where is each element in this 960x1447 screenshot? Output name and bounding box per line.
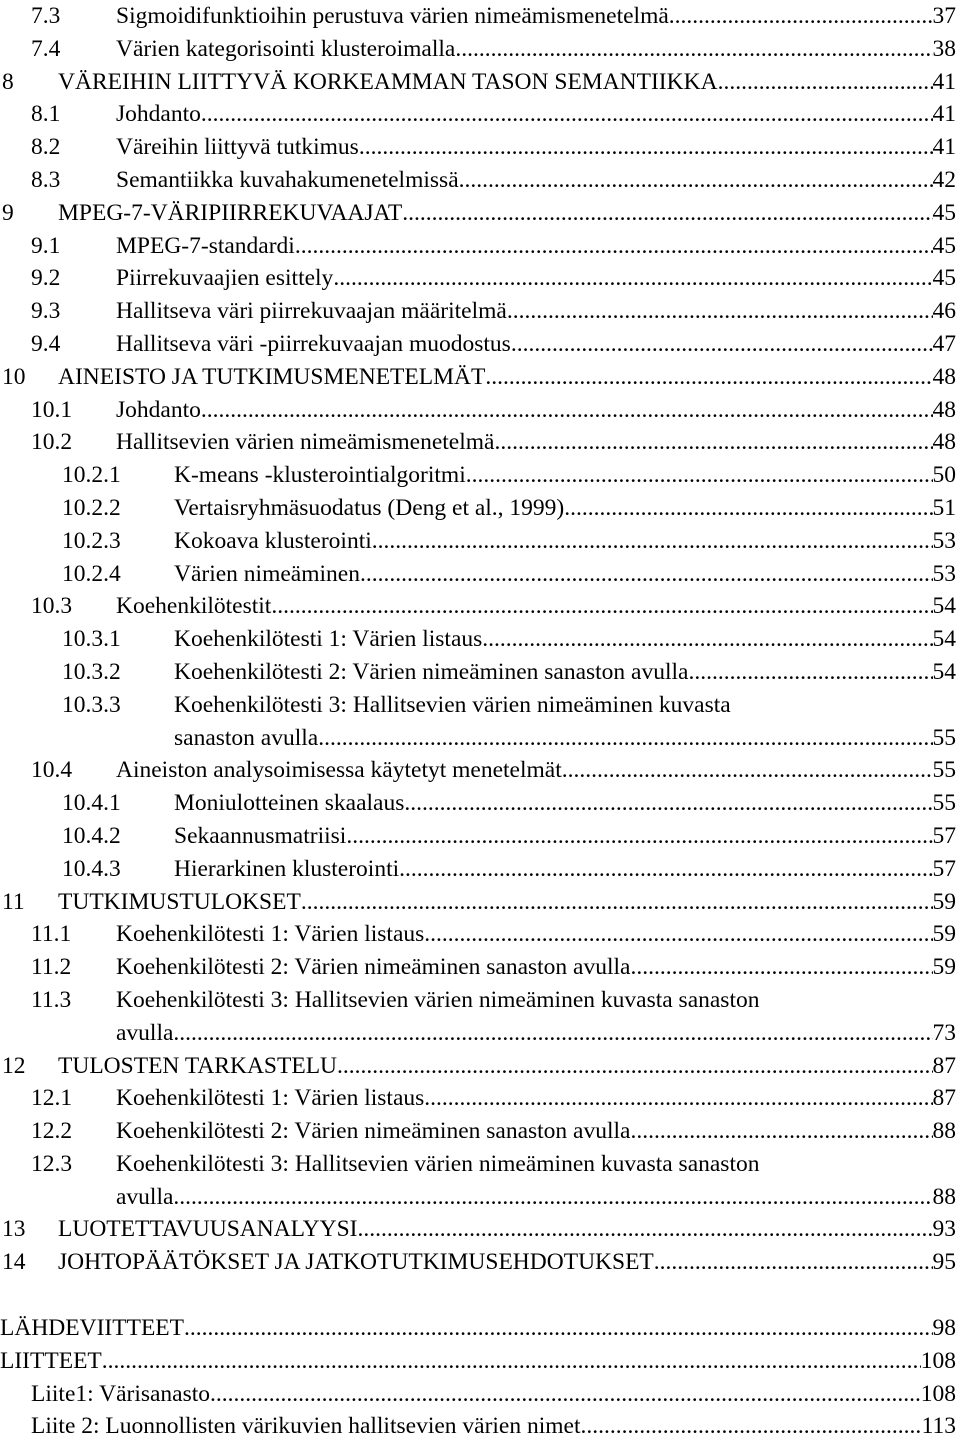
dot-leader [337, 1050, 932, 1083]
toc-entry-number: 8.3 [31, 166, 61, 193]
toc-entry-number: 10.4 [31, 757, 73, 784]
toc-entry-page: 48 [932, 396, 956, 423]
toc-entry-number: 10.2.2 [62, 494, 121, 521]
toc-entry-number: 9.1 [31, 232, 61, 259]
toc-entry-number: 8 [2, 68, 14, 95]
toc-entry[interactable] [0, 525, 956, 558]
dot-leader [718, 66, 933, 99]
toc-entry-number: 10.3 [31, 593, 73, 620]
toc-entry-title: Hallitseva väri piirrekuvaajan määritelmä [116, 298, 507, 325]
toc-entry-page: 55 [932, 790, 956, 817]
toc-entry[interactable] [0, 1017, 956, 1050]
toc-entry-page: 108 [920, 1347, 956, 1374]
toc-entry-title: sanaston avulla [174, 724, 319, 751]
toc-entry-title: Johdanto [116, 101, 201, 128]
toc-entry-title: Koehenkilötesti 2: Värien nimeäminen sanaston avulla [116, 1118, 631, 1145]
toc-entry-title: Koehenkilötesti 2: Värien nimeäminen sanaston avulla [116, 954, 631, 981]
toc-entry-page: 54 [932, 626, 956, 653]
dot-leader [399, 853, 932, 886]
toc-entry-page: 45 [932, 265, 956, 292]
toc-entry-page: 45 [932, 232, 956, 259]
dot-leader [507, 295, 933, 328]
toc-entry-number: 7.3 [31, 3, 61, 29]
toc-entry-number: 12.1 [31, 1085, 73, 1112]
toc-entry-title: MPEG-7-standardi [116, 232, 295, 259]
toc-entry[interactable] [0, 820, 956, 853]
toc-entry[interactable] [0, 1378, 956, 1411]
toc-entry-title: Liite1: Värisanasto [31, 1380, 211, 1407]
toc-entry[interactable] [0, 951, 956, 984]
toc-entry-page: 113 [921, 1413, 956, 1440]
toc-entry[interactable] [0, 1410, 956, 1443]
dot-leader [173, 1181, 932, 1214]
toc-entry-title: Sekaannusmatriisi [174, 822, 347, 849]
toc-entry-page: 54 [932, 658, 956, 685]
toc-entry-page: 41 [932, 101, 956, 128]
dot-leader [455, 33, 932, 66]
toc-entry-title: avulla [116, 1183, 174, 1210]
toc-entry-title: JOHTOPÄÄTÖKSET JA JATKOTUTKIMUSEHDOTUKSET [58, 1249, 654, 1276]
toc-entry-page: 87 [932, 1085, 956, 1112]
toc-entry[interactable] [0, 361, 956, 394]
toc-entry-number: 8.1 [31, 101, 61, 128]
toc-entry-number: 11.1 [31, 921, 72, 948]
toc-entry-number: 13 [2, 1216, 26, 1243]
toc-entry-number: 10.3.3 [62, 691, 121, 718]
toc-entry-page: 48 [932, 429, 956, 456]
toc-entry-title: VÄREIHIN LIITTYVÄ KORKEAMMAN TASON SEMANTIIKKA [58, 68, 718, 95]
toc-entry[interactable] [0, 131, 956, 164]
dot-leader [301, 886, 933, 919]
toc-entry-page: 46 [932, 298, 956, 325]
toc-entry[interactable] [0, 164, 956, 197]
toc-entry-title: Hierarkinen klusterointi [174, 855, 400, 882]
toc-entry-number: 10.2.3 [62, 527, 121, 554]
toc-entry-page: 88 [932, 1118, 956, 1145]
dot-leader [201, 394, 933, 427]
toc-entry[interactable] [0, 1345, 956, 1378]
toc-entry-page: 41 [932, 68, 956, 95]
toc-entry[interactable] [0, 230, 956, 263]
toc-entry[interactable] [0, 1148, 956, 1181]
toc-entry[interactable] [0, 1181, 956, 1214]
toc-entry-page: 57 [932, 855, 956, 882]
toc-entry-title: TUTKIMUSTULOKSET [58, 888, 301, 915]
dot-leader [210, 1378, 921, 1411]
dot-leader [564, 492, 932, 525]
toc-entry-page: 42 [932, 166, 956, 193]
toc-entry[interactable] [0, 1213, 956, 1246]
toc-entry-number: 10.1 [31, 396, 73, 423]
dot-leader [511, 328, 933, 361]
toc-entry-number: 9 [2, 199, 14, 226]
dot-leader [581, 1410, 922, 1443]
toc-entry-number: 11.2 [31, 954, 72, 981]
toc-entry-title: Koehenkilötesti 3: Hallitsevien värien nimeäminen kuvasta sanaston [116, 1150, 760, 1177]
toc-entry-title: Koehenkilötesti 2: Värien nimeäminen sanaston avulla [174, 658, 689, 685]
toc-entry[interactable] [0, 426, 956, 459]
toc-entry-number: 10.2 [31, 429, 73, 456]
toc-entry-page: 41 [932, 134, 956, 161]
toc-entry[interactable] [0, 590, 956, 623]
toc-entry-title: Koehenkilötesti 1: Värien listaus [116, 1085, 425, 1112]
toc-entry[interactable] [0, 262, 956, 295]
toc-entry-title: Koehenkilötestit [116, 593, 272, 620]
toc-entry-page: 98 [932, 1315, 956, 1342]
dot-leader [402, 197, 932, 230]
toc-entry-title: Koehenkilötesti 3: Hallitsevien värien nimeäminen kuvasta sanaston [116, 986, 760, 1013]
dot-leader [562, 754, 933, 787]
toc-entry[interactable] [0, 197, 956, 230]
toc-entry-page: 37 [932, 3, 956, 29]
toc-entry-page: 45 [932, 199, 956, 226]
dot-leader [459, 164, 933, 197]
toc-entry-page: 53 [932, 560, 956, 587]
dot-leader [424, 918, 932, 951]
dot-leader [494, 426, 932, 459]
dot-leader [630, 1115, 932, 1148]
toc-entry-number: 8.2 [31, 134, 61, 161]
dot-leader [404, 787, 932, 820]
toc-entry[interactable] [0, 918, 956, 951]
dot-leader [466, 459, 933, 492]
toc-entry-number: 9.2 [31, 265, 61, 292]
toc-entry-number: 10.4.3 [62, 855, 121, 882]
toc-entry[interactable] [0, 66, 956, 99]
toc-entry-title: Kokoava klusterointi [174, 527, 372, 554]
dot-leader [318, 722, 932, 755]
toc-entry-page: 54 [932, 593, 956, 620]
toc-entry[interactable] [0, 853, 956, 886]
dot-leader [630, 951, 932, 984]
toc-entry-number: 11 [2, 888, 25, 915]
dot-leader [485, 361, 932, 394]
toc-entry[interactable] [0, 459, 956, 492]
toc-entry-number: 10.2.1 [62, 462, 121, 489]
toc-entry[interactable] [0, 1312, 956, 1345]
toc-entry-title: LIITTEET [0, 1347, 102, 1374]
toc-entry-title: Hallitsevien värien nimeämismenetelmä [116, 429, 495, 456]
dot-leader [295, 230, 933, 263]
toc-entry[interactable] [0, 1082, 956, 1115]
toc-entry-title: Väreihin liittyvä tutkimus [116, 134, 359, 161]
dot-leader [184, 1312, 932, 1345]
toc-entry[interactable] [0, 33, 956, 66]
toc-entry-number: 12.3 [31, 1150, 73, 1177]
toc-entry-page: 88 [932, 1183, 956, 1210]
toc-entry[interactable] [0, 98, 956, 131]
toc-entry-title: Koehenkilötesti 1: Värien listaus [174, 626, 483, 653]
toc-entry[interactable] [0, 0, 956, 33]
toc-entry-number: 10.3.2 [62, 658, 121, 685]
toc-entry-title: Moniulotteinen skaalaus [174, 790, 405, 817]
toc-entry-title: LUOTETTAVUUSANALYYSI [58, 1216, 358, 1243]
toc-entry[interactable] [0, 558, 956, 591]
toc-entry-page: 53 [932, 527, 956, 554]
toc-entry-title: Koehenkilötesti 1: Värien listaus [116, 921, 425, 948]
section-spacer [0, 1279, 956, 1312]
toc-entry-page: 50 [932, 462, 956, 489]
dot-leader [359, 131, 933, 164]
toc-entry-title: Piirrekuvaajien esittely [116, 265, 334, 292]
toc-entry-number: 9.3 [31, 298, 61, 325]
toc-entry-page: 57 [932, 822, 956, 849]
toc-entry-number: 9.4 [31, 330, 61, 357]
toc-entry[interactable] [0, 1115, 956, 1148]
toc-entry[interactable] [0, 328, 956, 361]
toc-entry-title: Koehenkilötesti 3: Hallitsevien värien nimeäminen kuvasta [174, 691, 731, 718]
toc-entry[interactable] [0, 656, 956, 689]
dot-leader [201, 98, 933, 131]
toc-entry-page: 38 [932, 35, 956, 62]
dot-leader [360, 558, 933, 591]
dot-leader [424, 1082, 932, 1115]
dot-leader [333, 262, 932, 295]
dot-leader [271, 590, 932, 623]
toc-entry-page: 108 [920, 1380, 956, 1407]
toc-entry-title: AINEISTO JA TUTKIMUSMENETELMÄT [58, 363, 486, 390]
toc-entry-page: 55 [932, 724, 956, 751]
toc-entry[interactable] [0, 295, 956, 328]
toc-entry-title: MPEG-7-VÄRIPIIRREKUVAAJAT [58, 199, 403, 226]
toc-entry[interactable] [0, 1246, 956, 1279]
toc-entry-title: TULOSTEN TARKASTELU [58, 1052, 338, 1079]
toc-entry-number: 12 [2, 1052, 26, 1079]
toc-entry-number: 11.3 [31, 986, 72, 1013]
dot-leader [358, 1213, 933, 1246]
toc-entry-page: 55 [932, 757, 956, 784]
toc-entry-number: 10.3.1 [62, 626, 121, 653]
toc-entry-number: 7.4 [31, 35, 61, 62]
toc-entry-title: Liite 2: Luonnollisten värikuvien hallitsevien värien nimet [31, 1413, 581, 1440]
toc-entry[interactable] [0, 984, 956, 1017]
toc-entry[interactable] [0, 787, 956, 820]
dot-leader [688, 656, 932, 689]
toc-entry[interactable] [0, 394, 956, 427]
dot-leader [669, 0, 933, 33]
toc-entry[interactable] [0, 1050, 956, 1083]
toc-entry[interactable] [0, 722, 956, 755]
toc-entry-page: 93 [932, 1216, 956, 1243]
dot-leader [372, 525, 933, 558]
toc-entry-title: Hallitseva väri -piirrekuvaajan muodostus [116, 330, 511, 357]
toc-entry-page: 59 [932, 954, 956, 981]
toc-entry-title: Aineiston analysoimisessa käytetyt menetelmät [116, 757, 562, 784]
toc-entry-title: LÄHDEVIITTEET [0, 1315, 185, 1342]
toc-entry-number: 10 [2, 363, 26, 390]
toc-entry-title: Johdanto [116, 396, 201, 423]
toc-entry-number: 10.4.1 [62, 790, 121, 817]
toc-entry-title: Värien nimeäminen [174, 560, 360, 587]
toc-entry-title: Sigmoidifunktioihin perustuva värien nimeämismenetelmä [116, 3, 669, 29]
toc-entry-page: 95 [932, 1249, 956, 1276]
dot-leader [654, 1246, 933, 1279]
toc-entry[interactable] [0, 754, 956, 787]
toc-entry-page: 47 [932, 330, 956, 357]
toc-entry-title: avulla [116, 1019, 174, 1046]
toc-entry-title: Vertaisryhmäsuodatus (Deng et al., 1999) [174, 494, 565, 521]
toc-entry-title: Värien kategorisointi klusteroimalla [116, 35, 456, 62]
dot-leader [102, 1345, 921, 1378]
dot-leader [173, 1017, 932, 1050]
toc-entry-page: 51 [932, 494, 956, 521]
toc-entry-title: Semantiikka kuvahakumenetelmissä [116, 166, 459, 193]
toc-entry-page: 59 [932, 921, 956, 948]
toc-entry-number: 10.2.4 [62, 560, 121, 587]
toc-entry-number: 10.4.2 [62, 822, 121, 849]
toc-entry-page: 73 [932, 1019, 956, 1046]
toc-entry-page: 59 [932, 888, 956, 915]
toc-entry[interactable] [0, 886, 956, 919]
toc-entry-title: K-means -klusterointialgoritmi [174, 462, 466, 489]
toc-entry[interactable] [0, 492, 956, 525]
toc-entry-page: 48 [932, 363, 956, 390]
toc-entry-number: 12.2 [31, 1118, 73, 1145]
toc-entry[interactable] [0, 623, 956, 656]
dot-leader [346, 820, 932, 853]
dot-leader [482, 623, 932, 656]
toc-entry-number: 14 [2, 1249, 26, 1276]
toc-entry-page: 87 [932, 1052, 956, 1079]
toc-entry[interactable] [0, 689, 956, 722]
